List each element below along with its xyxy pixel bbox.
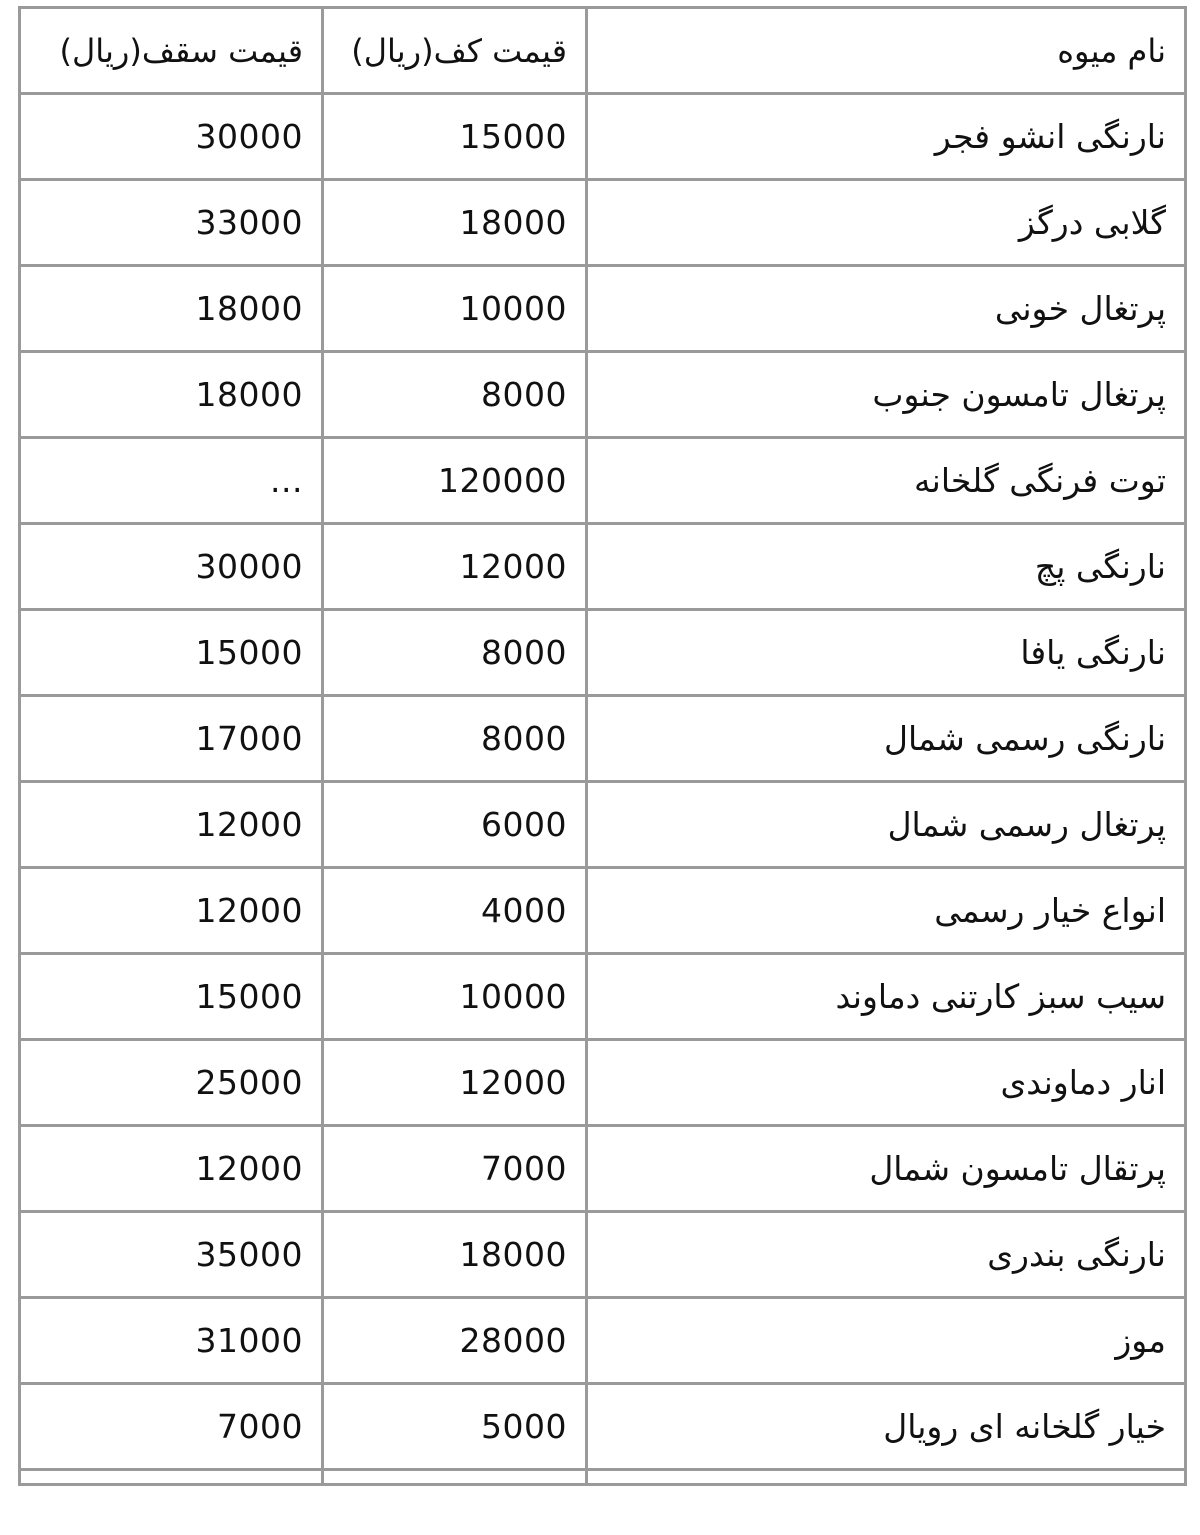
table-body (20, 94, 1186, 1485)
floor-price-cell: 6000 (323, 782, 587, 868)
table-row (20, 438, 1186, 524)
floor-price-cell: 5000 (323, 1384, 587, 1470)
empty-cell (323, 1470, 587, 1485)
floor-price-cell: 12000 (323, 1040, 587, 1126)
header-fruit-name: نام میوه (587, 8, 1186, 94)
table-row (20, 352, 1186, 438)
fruit-name-cell: نارنگی بندری (587, 1212, 1186, 1298)
fruit-price-table (18, 6, 1187, 1486)
floor-price-cell: 8000 (323, 610, 587, 696)
ceiling-price-cell: 31000 (20, 1298, 323, 1384)
table-row (20, 610, 1186, 696)
floor-price-cell: 18000 (323, 1212, 587, 1298)
ceiling-price-cell: 15000 (20, 954, 323, 1040)
ceiling-price-cell: 33000 (20, 180, 323, 266)
fruit-price-table-container (18, 6, 1184, 1486)
ceiling-price-cell: 15000 (20, 610, 323, 696)
empty-cell (20, 1470, 323, 1485)
table-row (20, 1298, 1186, 1384)
ceiling-price-cell: 12000 (20, 868, 323, 954)
header-ceiling-price: قیمت سقف(ریال) (20, 8, 323, 94)
fruit-name-cell: انواع خیار رسمی (587, 868, 1186, 954)
ceiling-price-cell: ... (20, 438, 323, 524)
table-row (20, 696, 1186, 782)
table-row (20, 954, 1186, 1040)
floor-price-cell: 10000 (323, 266, 587, 352)
floor-price-cell: 120000 (323, 438, 587, 524)
fruit-name-cell: انار دماوندی (587, 1040, 1186, 1126)
ceiling-price-cell: 25000 (20, 1040, 323, 1126)
ceiling-price-cell: 17000 (20, 696, 323, 782)
fruit-name-cell: پرتقال تامسون شمال (587, 1126, 1186, 1212)
empty-cell (587, 1470, 1186, 1485)
floor-price-cell: 10000 (323, 954, 587, 1040)
table-row (20, 1212, 1186, 1298)
ceiling-price-cell: 7000 (20, 1384, 323, 1470)
table-row (20, 180, 1186, 266)
floor-price-cell: 15000 (323, 94, 587, 180)
table-row (20, 868, 1186, 954)
ceiling-price-cell: 30000 (20, 524, 323, 610)
ceiling-price-cell: 18000 (20, 266, 323, 352)
floor-price-cell: 7000 (323, 1126, 587, 1212)
fruit-name-cell: سیب سبز کارتنی دماوند (587, 954, 1186, 1040)
fruit-name-cell: پرتغال تامسون جنوب (587, 352, 1186, 438)
fruit-name-cell: نارنگی رسمی شمال (587, 696, 1186, 782)
ceiling-price-cell: 12000 (20, 1126, 323, 1212)
table-row (20, 94, 1186, 180)
ceiling-price-cell: 30000 (20, 94, 323, 180)
floor-price-cell: 28000 (323, 1298, 587, 1384)
table-row (20, 266, 1186, 352)
ceiling-price-cell: 12000 (20, 782, 323, 868)
ceiling-price-cell: 35000 (20, 1212, 323, 1298)
fruit-name-cell: پرتغال رسمی شمال (587, 782, 1186, 868)
table-header-row (20, 8, 1186, 94)
floor-price-cell: 18000 (323, 180, 587, 266)
table-row-cut-off (20, 1470, 1186, 1485)
fruit-name-cell: نارنگی پچ (587, 524, 1186, 610)
floor-price-cell: 8000 (323, 352, 587, 438)
table-row (20, 1040, 1186, 1126)
floor-price-cell: 8000 (323, 696, 587, 782)
floor-price-cell: 12000 (323, 524, 587, 610)
fruit-name-cell: خیار گلخانه ای رویال (587, 1384, 1186, 1470)
fruit-name-cell: پرتغال خونی (587, 266, 1186, 352)
table-row (20, 782, 1186, 868)
fruit-name-cell: موز (587, 1298, 1186, 1384)
fruit-name-cell: نارنگی انشو فجر (587, 94, 1186, 180)
ceiling-price-cell: 18000 (20, 352, 323, 438)
floor-price-cell: 4000 (323, 868, 587, 954)
fruit-name-cell: گلابی درگز (587, 180, 1186, 266)
fruit-name-cell: توت فرنگی گلخانه (587, 438, 1186, 524)
table-row (20, 1384, 1186, 1470)
fruit-name-cell: نارنگی یافا (587, 610, 1186, 696)
header-floor-price: قیمت کف(ریال) (323, 8, 587, 94)
table-row (20, 524, 1186, 610)
table-row (20, 1126, 1186, 1212)
